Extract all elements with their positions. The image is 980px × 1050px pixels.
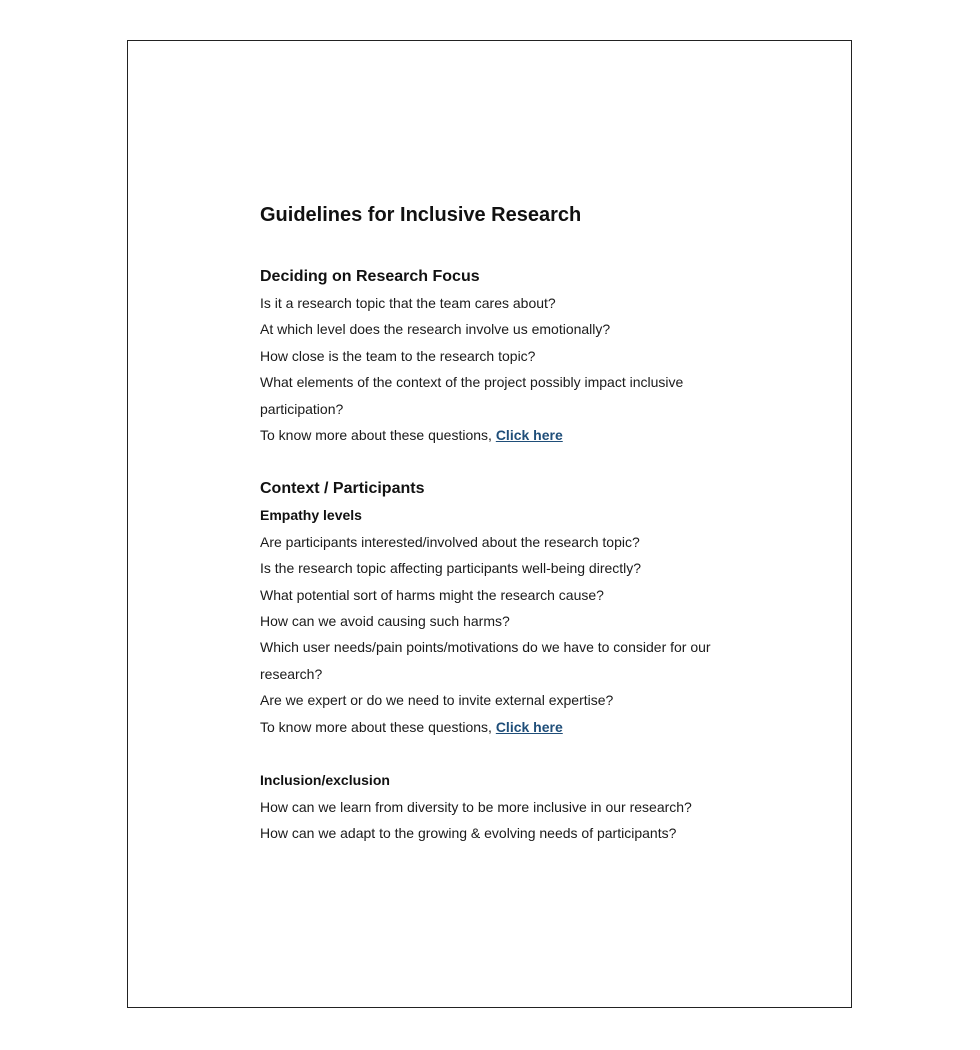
section-heading-context-participants: Context / Participants bbox=[260, 480, 425, 498]
empathy-more-prefix: To know more about these questions, bbox=[260, 718, 496, 735]
focus-question-4: What elements of the context of the project possibly impact inclusive bbox=[260, 374, 684, 391]
document-content bbox=[260, 201, 740, 846]
document-title: Guidelines for Inclusive Research bbox=[260, 204, 582, 226]
empathy-question-2: Is the research topic affecting participants well-being directly? bbox=[260, 560, 642, 577]
focus-question-2: At which level does the research involve us emotionally? bbox=[260, 321, 611, 338]
section-heading-research-focus: Deciding on Research Focus bbox=[260, 268, 480, 285]
empathy-question-1: Are participants interested/involved about the research topic? bbox=[260, 533, 640, 550]
empathy-question-6: Are we expert or do we need to invite external expertise? bbox=[260, 692, 614, 709]
empathy-click-here-link[interactable]: Click here bbox=[495, 718, 563, 735]
empathy-more-info bbox=[260, 714, 740, 740]
focus-question-3: How close is the team to the research topic? bbox=[260, 347, 536, 364]
focus-more-info bbox=[260, 422, 740, 448]
empathy-question-4: How can we avoid causing such harms? bbox=[260, 613, 510, 630]
focus-click-here-link[interactable]: Click here bbox=[495, 427, 563, 444]
empathy-question-5: Which user needs/pain points/motivations do we have to consider for our bbox=[260, 639, 711, 656]
focus-question-1: Is it a research topic that the team cares about? bbox=[260, 295, 556, 311]
subheading-empathy-levels: Empathy levels bbox=[260, 507, 362, 524]
subheading-inclusion-exclusion: Inclusion/exclusion bbox=[260, 772, 390, 789]
focus-question-4-continued: participation? bbox=[260, 400, 344, 417]
focus-more-prefix: To know more about these questions, bbox=[260, 427, 496, 444]
inclusion-question-1: How can we learn from diversity to be more inclusive in our research? bbox=[260, 798, 692, 815]
empathy-question-5-continued: research? bbox=[260, 665, 323, 682]
inclusion-question-2: How can we adapt to the growing & evolving needs of participants? bbox=[260, 824, 677, 841]
document-page bbox=[127, 40, 852, 1008]
empathy-question-3: What potential sort of harms might the research cause? bbox=[260, 586, 604, 603]
